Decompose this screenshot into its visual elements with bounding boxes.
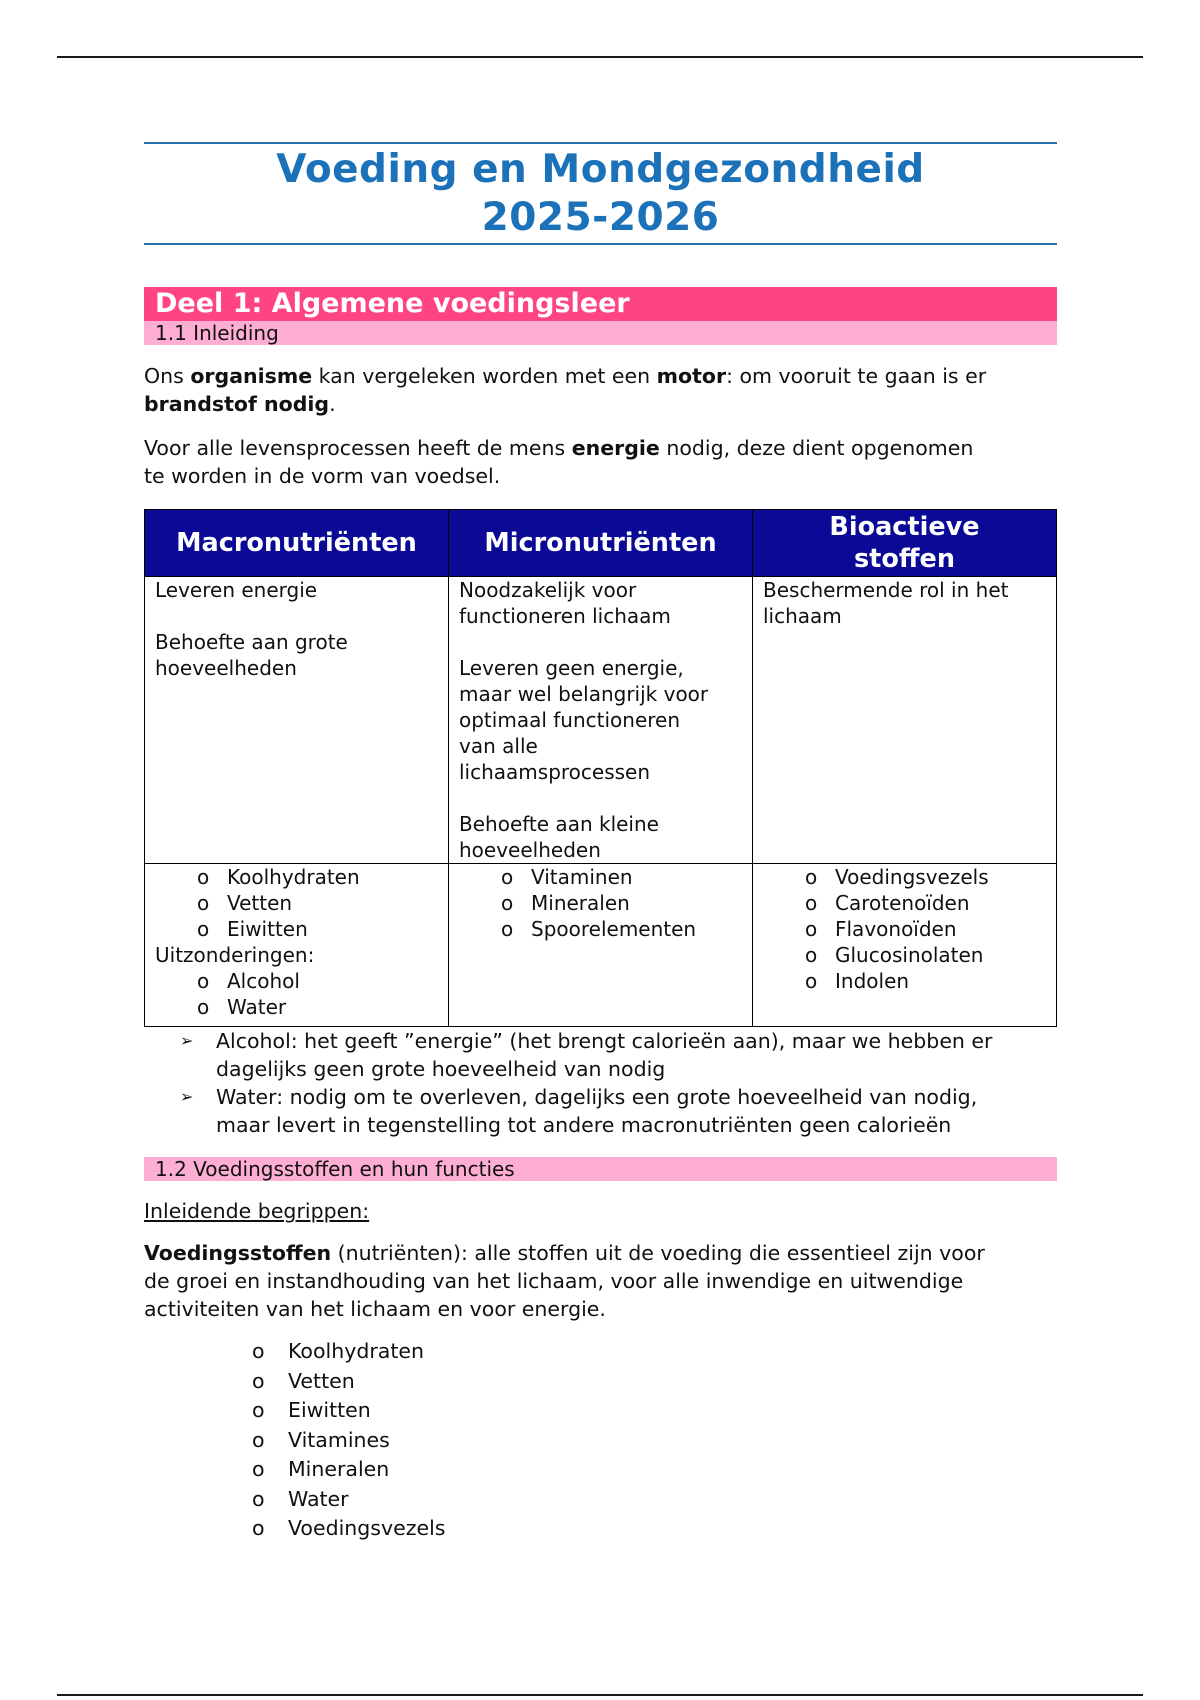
micro-list-cell [449,864,753,1027]
bullet-o-icon: o [197,995,210,1019]
text-run: activiteiten van het lichaam en voor energie. [144,1297,606,1321]
note-water [144,1083,1057,1139]
list-item: o Flavonoïden [805,917,957,941]
cell-line: Behoefte aan grote [155,630,348,654]
bullet-o-icon: o [252,1398,265,1422]
text-run: kan vergeleken worden met een [312,364,657,388]
nutrient-table [144,509,1057,1027]
part-1-heading: Deel 1: Algemene voedingsleer [144,287,1057,321]
section-1-2-heading: 1.2 Voedingsstoffen en hun functies [144,1157,1057,1181]
bold-term-organisme: organisme [190,364,313,388]
list-item: o Voedingsvezels [805,865,989,889]
intro-terms-label: Inleidende begrippen: [144,1199,370,1223]
intro-paragraph-2 [144,434,1057,490]
page-bottom-rule [57,1694,1143,1696]
desc-micronutrienten [449,577,753,864]
bold-term-voedingsstoffen: Voedingsstoffen [144,1241,332,1265]
list-item: o Vitaminen [501,865,633,889]
note-line: Alcohol: het geeft ”energie” (het brengt calorieën aan), maar we hebben er [216,1029,993,1053]
list-item: o Mineralen [501,891,630,915]
text-run: te worden in de vorm van voedsel. [144,464,501,488]
bullet-o-icon: o [805,969,818,993]
text-run: (nutriënten): alle stoffen uit de voeding die essentieel zijn voor [331,1241,985,1265]
title-line-2: 2025-2026 [481,195,720,240]
list-item: o Eiwitten [144,1396,1057,1426]
list-item: o Glucosinolaten [805,943,984,967]
list-item: o Water [144,1485,1057,1515]
bullet-o-icon: o [252,1427,265,1452]
list-item: o Alcohol [197,969,300,993]
note-line: Water: nodig om te overleven, dagelijks een grote hoeveelheid van nodig, [216,1085,978,1109]
list-item: o Vetten [197,891,293,915]
text-run: Voor alle levensprocessen heeft de mens [144,436,572,460]
bold-term-brandstof: brandstof nodig [144,392,330,416]
desc-macronutrienten [145,577,449,864]
bold-term-energie: energie [571,436,660,460]
nutrients-list [144,1337,1057,1544]
cell-line: Noodzakelijk voor [459,578,637,602]
list-item: o Carotenoïden [805,891,970,915]
cell-line: maar wel belangrijk voor [459,682,709,706]
list-item: o Eiwitten [197,917,308,941]
text-run: Ons [144,364,191,388]
spacer [459,785,742,811]
arrow-bullet-icon: ➢ [180,1087,194,1106]
header-line: stoffen [854,544,955,574]
cell-line: Behoefte aan kleine [459,812,659,836]
cell-line: Beschermende rol in het [763,578,1009,602]
bullet-o-icon: o [197,891,210,915]
page-top-rule [57,56,1143,58]
macro-list-cell [145,864,449,1027]
document-title [144,142,1057,245]
list-item: o Koolhydraten [144,1337,1057,1367]
bullet-o-icon: o [252,1339,265,1363]
bioactive-list-cell [753,864,1057,1027]
cell-line: van alle [459,734,538,758]
bullet-o-icon: o [501,891,514,915]
cell-line: functioneren lichaam [459,604,671,628]
header-bioactieve-stoffen [753,510,1057,577]
spacer [155,603,438,629]
cell-line: lichaam [763,604,842,628]
list-item: o Spoorelementen [501,917,697,941]
header-macronutrienten: Macronutriënten [145,510,449,577]
table-header-row [145,510,1057,577]
bullet-o-icon: o [252,1516,265,1540]
bullet-o-icon: o [252,1457,265,1481]
bullet-o-icon: o [501,917,514,941]
title-line-1: Voeding en Mondgezondheid [276,147,925,192]
table-row-examples [145,864,1057,1027]
text-run: de groei en instandhouding van het lichaam, voor alle inwendige en uitwendige [144,1269,964,1293]
desc-bioactieve-stoffen [753,577,1057,864]
list-item: o Indolen [805,969,910,993]
bullet-o-icon: o [252,1368,265,1393]
cell-line: lichaamsprocessen [459,760,651,784]
note-line: maar levert in tegenstelling tot andere macronutriënten geen calorieën [216,1113,952,1137]
cell-line: hoeveelheden [155,656,297,680]
cell-line: hoeveelheden [459,838,601,862]
text-run: nodig, deze dient opgenomen [659,436,974,460]
arrow-bullet-icon: ➢ [180,1031,194,1050]
bullet-o-icon: o [805,917,818,941]
document-body [144,142,1057,1544]
exceptions-label: Uitzonderingen: [155,943,315,967]
bullet-o-icon: o [501,865,514,889]
bullet-o-icon: o [197,917,210,941]
cell-line: optimaal functioneren [459,708,681,732]
list-item: o Mineralen [144,1455,1057,1485]
bullet-o-icon: o [805,891,818,915]
notes-list [144,1027,1057,1139]
bold-term-motor: motor [656,364,727,388]
header-line: Bioactieve [829,512,980,542]
list-item: o Vitamines [144,1426,1057,1456]
table-row-description [145,577,1057,864]
definition-voedingsstoffen [144,1239,1057,1323]
note-alcohol [144,1027,1057,1083]
bullet-o-icon: o [197,969,210,993]
bullet-o-icon: o [805,865,818,889]
note-line: dagelijks geen grote hoeveelheid van nodig [216,1057,666,1081]
list-item: o Voedingsvezels [144,1514,1057,1544]
cell-line: Leveren geen energie, [459,656,684,680]
bullet-o-icon: o [252,1486,265,1511]
list-item: o Koolhydraten [197,865,360,889]
cell-line: Leveren energie [155,578,318,602]
spacer [459,629,742,655]
text-run: : om vooruit te gaan is er [726,364,987,388]
text-run: . [329,392,336,416]
bullet-o-icon: o [805,943,818,967]
list-item: o Vetten [144,1367,1057,1397]
bullet-o-icon: o [197,865,210,889]
header-micronutrienten: Micronutriënten [449,510,753,577]
list-item: o Water [197,995,287,1019]
intro-paragraph-1 [144,362,1057,418]
section-1-1-heading: 1.1 Inleiding [144,321,1057,345]
